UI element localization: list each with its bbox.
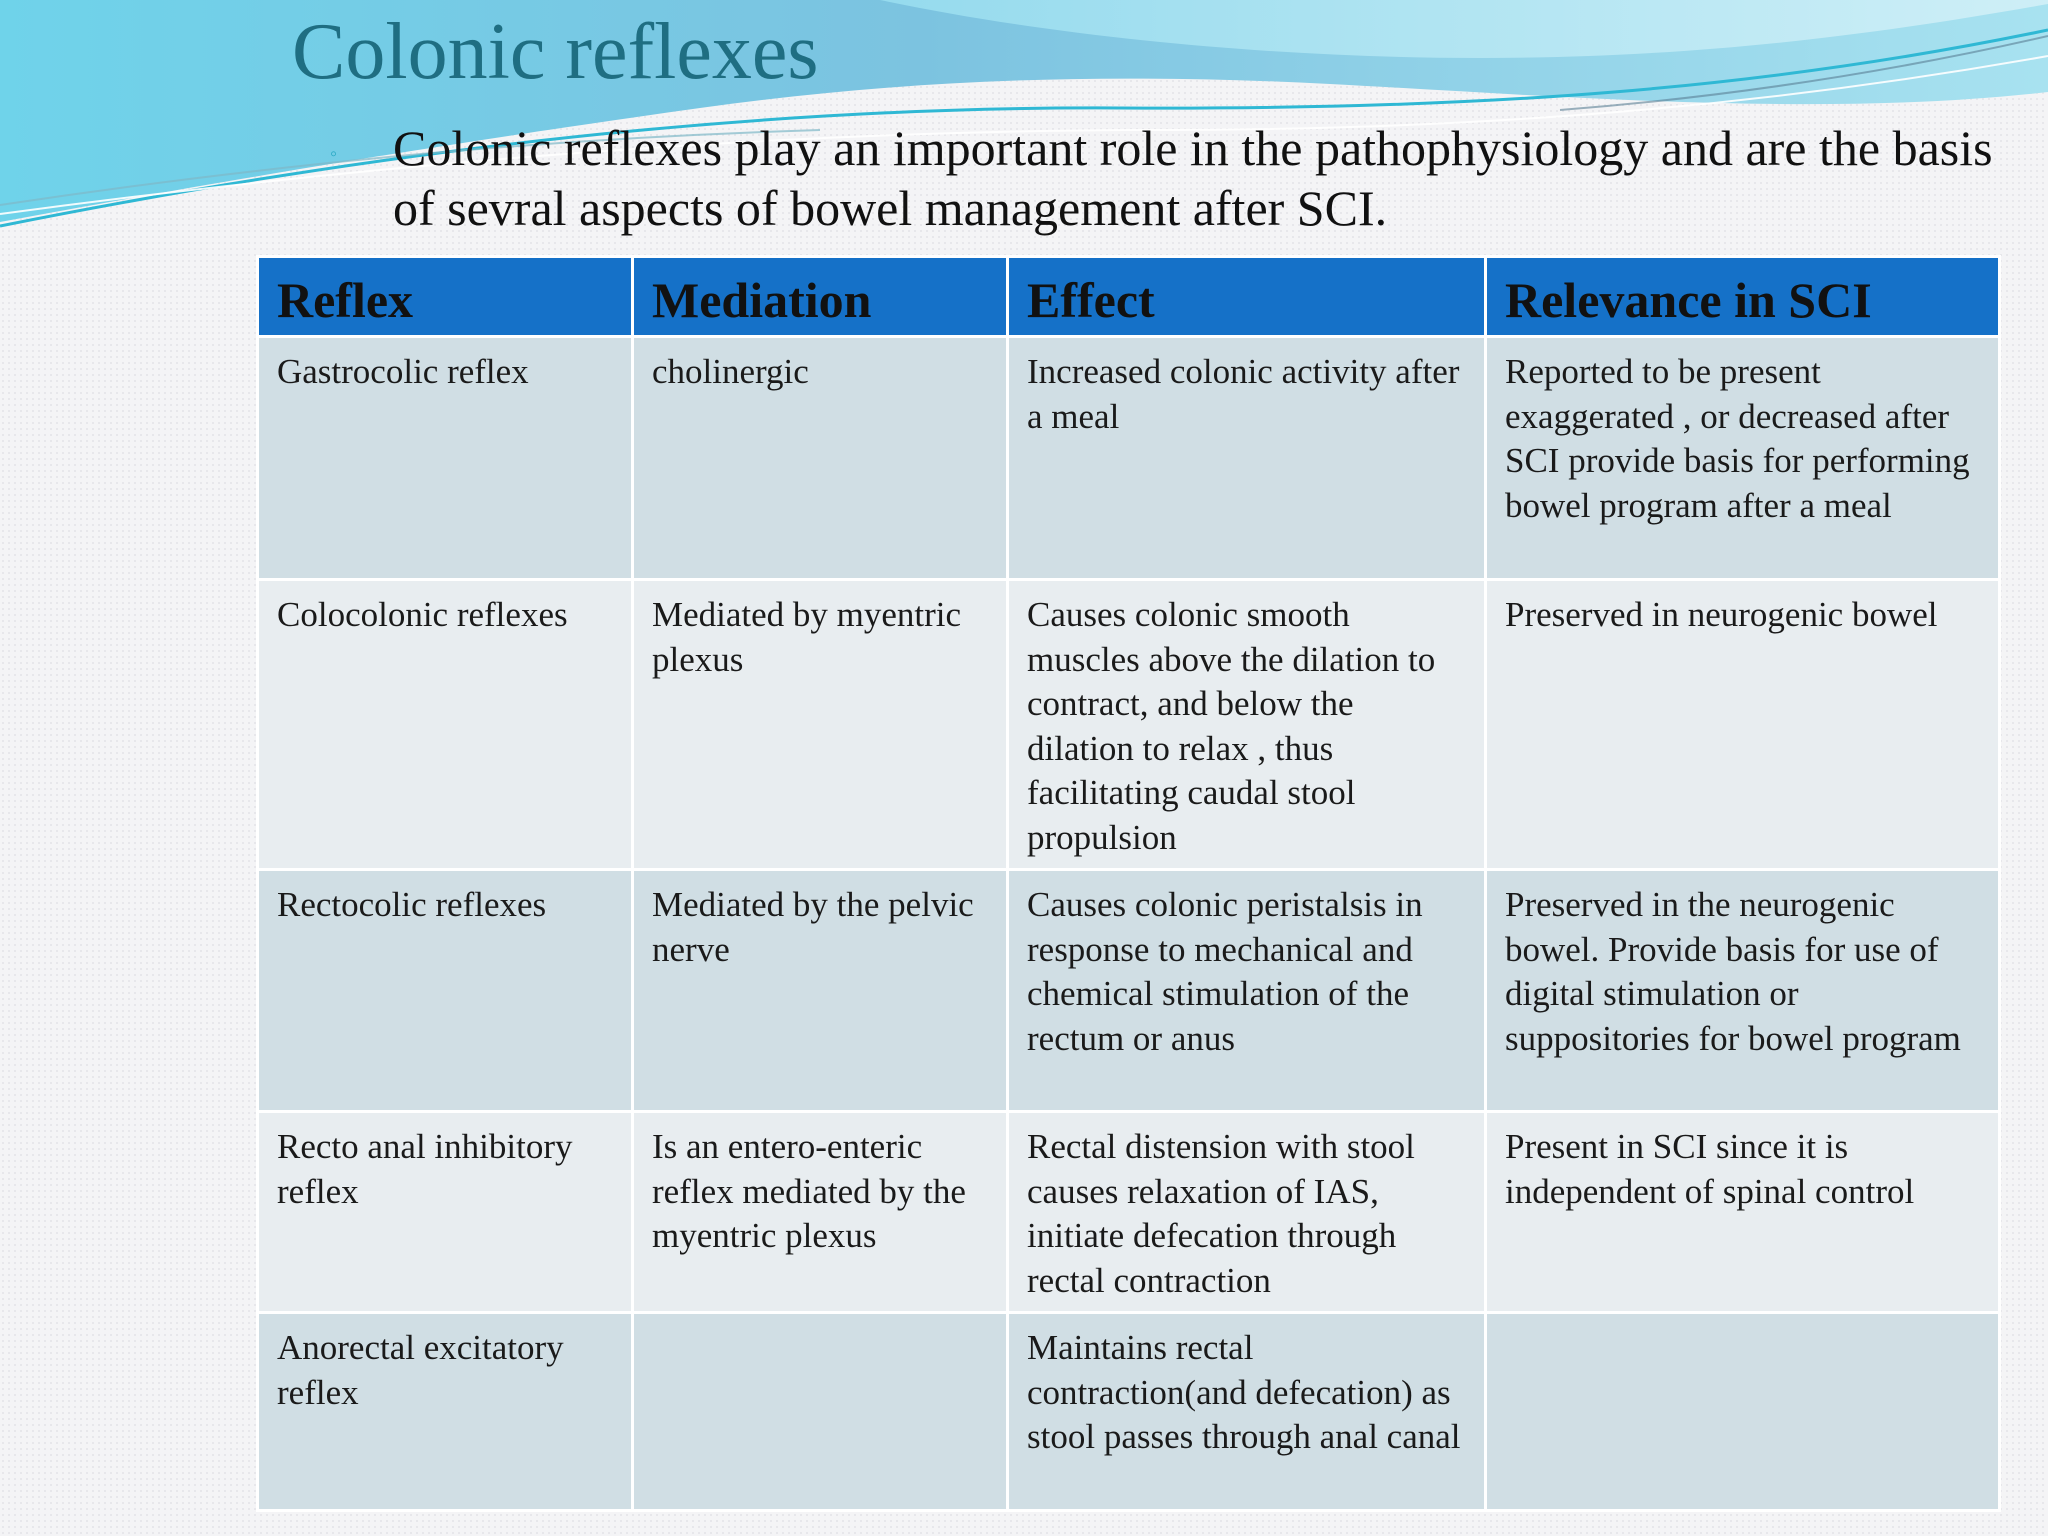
cell-mediation: Is an entero-enteric reflex mediated by the myentric plexus	[633, 1112, 1008, 1313]
cell-reflex: Anorectal excitatory reflex	[258, 1313, 633, 1511]
table-row	[258, 337, 2000, 580]
reflex-table	[256, 255, 2001, 1512]
cell-mediation: Mediated by myentric plexus	[633, 580, 1008, 870]
cell-effect: Causes colonic smooth muscles above the dilation to contract, and below the dilation to relax , thus facilitating caudal stool propulsion	[1008, 580, 1486, 870]
cell-effect: Increased colonic activity after a meal	[1008, 337, 1486, 580]
table-row	[258, 870, 2000, 1112]
cell-relevance: Preserved in the neurogenic bowel. Provide basis for use of digital stimulation or suppositories for bowel program	[1486, 870, 2000, 1112]
column-header-effect: Effect	[1008, 257, 1486, 337]
cell-reflex: Colocolonic reflexes	[258, 580, 633, 870]
table-row	[258, 580, 2000, 870]
cell-reflex: Gastrocolic reflex	[258, 337, 633, 580]
cell-reflex: Rectocolic reflexes	[258, 870, 633, 1112]
cell-relevance: Present in SCI since it is independent of spinal control	[1486, 1112, 2000, 1313]
table-row	[258, 1112, 2000, 1313]
cell-mediation: cholinergic	[633, 337, 1008, 580]
cell-reflex: Recto anal inhibitory reflex	[258, 1112, 633, 1313]
cell-effect: Maintains rectal contraction(and defecation) as stool passes through anal canal	[1008, 1313, 1486, 1511]
bullet-text: Colonic reflexes play an important role in the pathophysiology and are the basis of sevral aspects of bowel management after SCI.	[393, 120, 1993, 236]
cell-mediation: Mediated by the pelvic nerve	[633, 870, 1008, 1112]
table-row	[258, 1313, 2000, 1511]
cell-relevance: Preserved in neurogenic bowel	[1486, 580, 2000, 870]
cell-mediation	[633, 1313, 1008, 1511]
slide-title: Colonic reflexes	[292, 8, 819, 96]
cell-effect: Rectal distension with stool causes relaxation of IAS, initiate defecation through rectal contraction	[1008, 1112, 1486, 1313]
cell-relevance: Reported to be present exaggerated , or decreased after SCI provide basis for performing bowel program after a meal	[1486, 337, 2000, 580]
table-header-row	[258, 257, 2000, 337]
column-header-relevance: Relevance in SCI	[1486, 257, 2000, 337]
column-header-reflex: Reflex	[258, 257, 633, 337]
cell-relevance	[1486, 1313, 2000, 1511]
column-header-mediation: Mediation	[633, 257, 1008, 337]
cell-effect: Causes colonic peristalsis in response to mechanical and chemical stimulation of the rectum or anus	[1008, 870, 1486, 1112]
bullet-marker-icon: ◦	[330, 143, 338, 165]
